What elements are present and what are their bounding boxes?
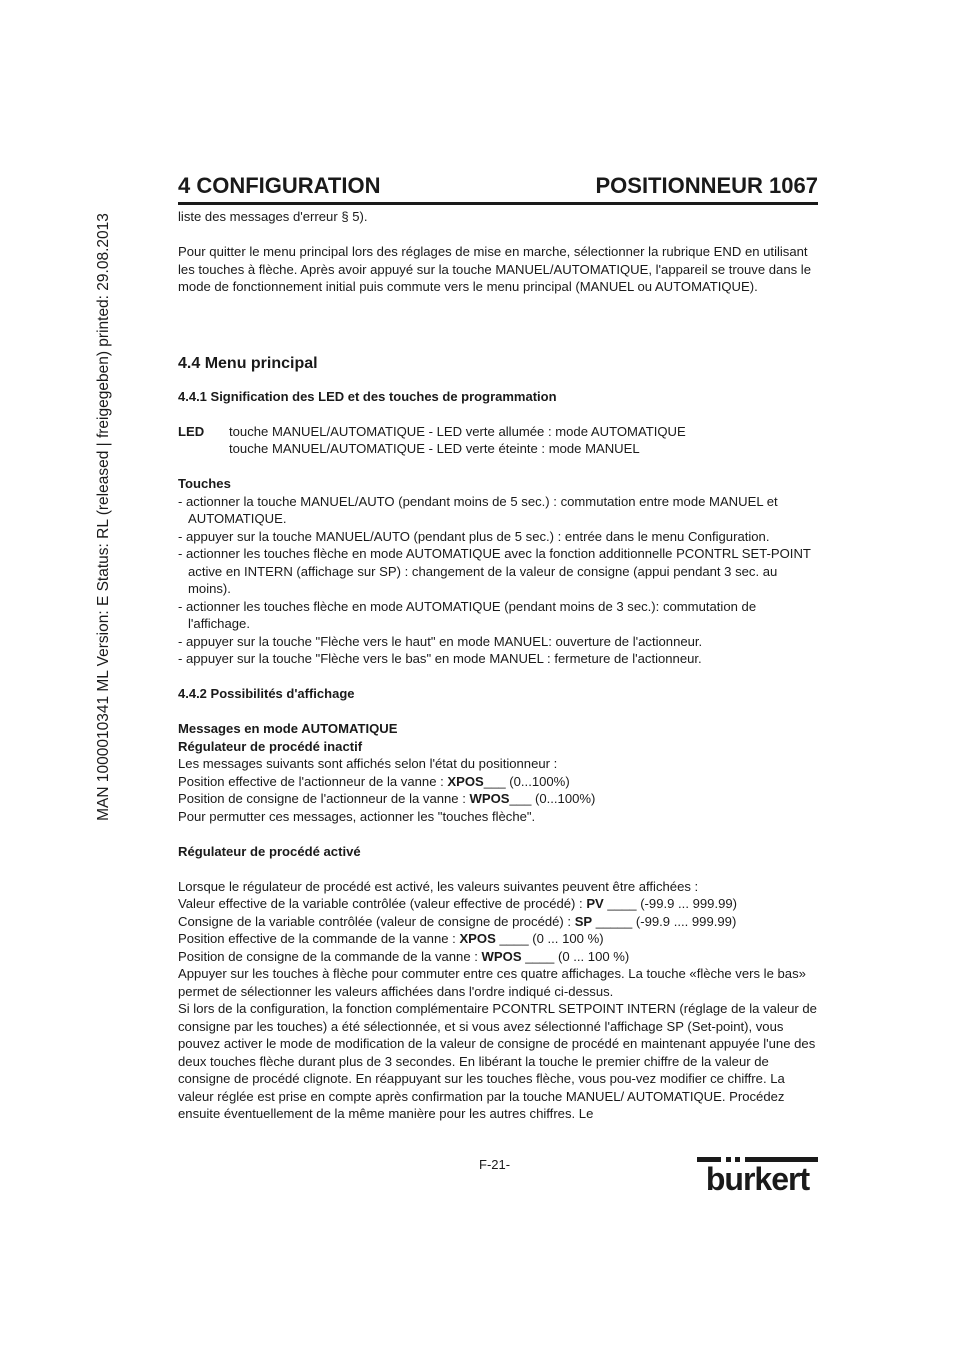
- intro-paragraph: liste des messages d'erreur § 5).: [178, 209, 368, 224]
- subsection-heading-442: 4.4.2 Possibilités d'affichage: [178, 686, 355, 701]
- list-item: - actionner les touches flèche en mode AUTOMATIQUE (pendant moins de 3 sec.): commutation de l'affichage.: [178, 598, 757, 631]
- subsection-heading-441: 4.4.1 Signification des LED et des touches de programmation: [178, 388, 557, 404]
- inactive-regulator-heading: Régulateur de procédé inactif: [178, 738, 363, 754]
- page-body: [178, 208, 818, 1123]
- product-title: POSITIONNEUR 1067: [595, 173, 818, 198]
- led-line: touche MANUEL/AUTOMATIQUE - LED verte éteinte : mode MANUEL: [229, 441, 640, 456]
- xpos-command-line: Position effective de la commande de la vanne : XPOS ____ (0 ... 100 %): [178, 931, 604, 946]
- chapter-title: 4 CONFIGURATION: [178, 173, 381, 198]
- touches-heading: Touches: [178, 476, 231, 491]
- led-description: [178, 423, 818, 458]
- led-lines: [229, 423, 686, 458]
- sp-line: Consigne de la variable contrôlée (valeur de consigne de procédé) : SP _____ (-99.9 .... 999.99): [178, 913, 737, 929]
- active-intro: Lorsque le régulateur de procédé est activé, les valeurs suivantes peuvent être affichées :: [178, 878, 699, 894]
- wpos-command-line: Position de consigne de la commande de la vanne : WPOS ____ (0 ... 100 %): [178, 948, 630, 964]
- pv-line: Valeur effective de la variable contrôlée (valeur effective de procédé) : PV ____ (-99.9 ... 999.99): [178, 896, 738, 911]
- list-item: - actionner les touches flèche en mode AUTOMATIQUE avec la fonction additionnelle PCONTRL SET-POINT active en INTERN (affichage sur SP) : changement de la valeur de consigne (appui pendant 3 sec. au moins).: [178, 546, 811, 596]
- list-item: - appuyer sur la touche "Flèche vers le bas" en mode MANUEL : fermeture de l'actionneur.: [178, 651, 702, 666]
- wpos-line: Position de consigne de l'actionneur de la vanne : WPOS___ (0...100%): [178, 791, 596, 806]
- list-item: - appuyer sur la touche MANUEL/AUTO (pendant plus de 5 sec.) : entrée dans le menu Configuration.: [178, 528, 770, 544]
- quit-menu-paragraph: Pour quitter le menu principal lors des réglages de mise en marche, sélectionner la rubrique END en utilisant les touches à flèche. Après avoir appuyé sur la touche MANUEL/AUTOMATIQUE, l'appareil se trouve dans le mode de fonctionnement initial puis commute vers le menu principal (MANUEL ou AUTOMATIQUE).: [178, 244, 812, 294]
- xpos-line: Position effective de l'actionneur de la vanne : XPOS___ (0...100%): [178, 773, 570, 789]
- header-rule: [178, 202, 818, 205]
- inactive-intro: Les messages suivants sont affichés selon l'état du positionneur :: [178, 756, 558, 771]
- led-label: LED: [178, 423, 205, 439]
- page-number: F-21-: [479, 1157, 511, 1172]
- burkert-logo: [697, 1157, 818, 1191]
- svg-text:burkert: burkert: [705, 1161, 810, 1191]
- led-line: touche MANUEL/AUTOMATIQUE - LED verte allumée : mode AUTOMATIQUE: [229, 423, 686, 439]
- section-heading-menu-principal: 4.4 Menu principal: [178, 354, 318, 372]
- arrow-keys-paragraph: Appuyer sur les touches à flèche pour commuter entre ces quatre affichages. La touche «flèche vers le bas» permet de sélectionner les valeurs affichées dans l'ordre indiqué ci-dessus.: [178, 966, 806, 999]
- auto-mode-heading: Messages en mode AUTOMATIQUE: [178, 721, 398, 736]
- active-regulator-heading: Régulateur de procédé activé: [178, 843, 361, 859]
- setpoint-paragraph: Si lors de la configuration, la fonction complémentaire PCONTRL SETPOINT INTERN (réglage de la valeur de consigne par les touches) a été sélectionnée, et si vous avez sélectionné l'affichage SP (Set-point), vous pouvez activer le mode de modification de la valeur de consigne de procédé en maintenant appuyée l'une des deux touches flèche durant plus de 3 secondes. En libérant la touche le premier chiffre de la valeur de consigne de procédé clignote. En réappuyant sur les touches flèche, vous pou-vez modifier ce chiffre. La valeur réglée est prise en compte après confirmation par la touche MANUEL/ AUTOMATIQUE. Procédez ensuite éventuellement de la même manière pour les autres chiffres. Le: [178, 1001, 817, 1121]
- document-status-stamp: MAN 1000010341 ML Version: E Status: RL (released | freigegeben) printed: 29.08.2013: [95, 213, 112, 821]
- list-item: - actionner la touche MANUEL/AUTO (pendant moins de 5 sec.) : commutation entre mode MANUEL et AUTOMATIQUE.: [178, 493, 778, 526]
- list-item: - appuyer sur la touche "Flèche vers le haut" en mode MANUEL: ouverture de l'actionneur.: [178, 633, 703, 649]
- page-header: [178, 170, 818, 206]
- permute-note: Pour permutter ces messages, actionner les "touches flèche".: [178, 808, 536, 824]
